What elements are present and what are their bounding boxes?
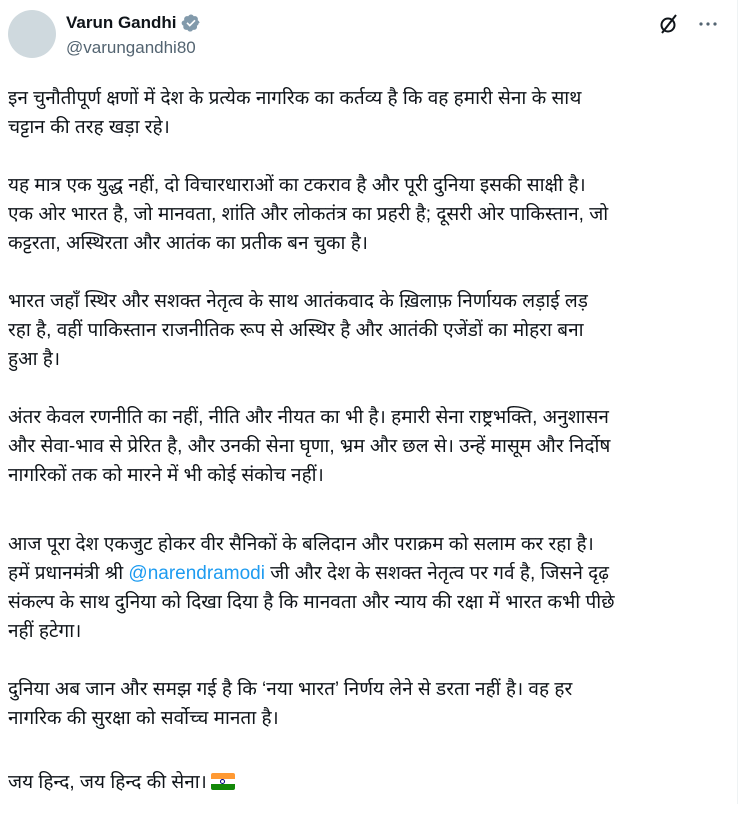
paragraph-6 bbox=[8, 675, 733, 733]
avatar[interactable] bbox=[8, 10, 56, 58]
india-flag-emoji bbox=[211, 773, 235, 790]
text-segment: हमें प्रधानमंत्री श्री bbox=[8, 563, 129, 584]
text-line: और सेवा-भाव से प्रेरित है, और उनकी सेना घृणा, भ्रम और छल से। उन्हें मासूम और निर्दोष bbox=[8, 436, 611, 457]
text-line-with-flag bbox=[8, 768, 733, 797]
text-line: अंतर केवल रणनीति का नहीं, नीति और नीयत का भी है। हमारी सेना राष्ट्रभक्ति, अनुशासन bbox=[8, 407, 609, 428]
text-line: हुआ है। bbox=[8, 349, 61, 370]
text-line: चट्टान की तरह खड़ा रहे। bbox=[8, 117, 170, 138]
verified-badge-icon bbox=[181, 13, 201, 33]
text-line bbox=[8, 559, 733, 588]
paragraph-4 bbox=[8, 403, 733, 490]
paragraph-7 bbox=[8, 768, 733, 797]
text-line: दुनिया अब जान और समझ गई है कि ‘नया भारत’ निर्णय लेने से डरता नहीं है। वह हर bbox=[8, 679, 573, 700]
text-line: नहीं हटेगा। bbox=[8, 621, 82, 642]
text-line: एक ओर भारत है, जो मानवता, शांति और लोकतंत्र का प्रहरी है; दूसरी ओर पाकिस्तान, जो bbox=[8, 204, 609, 225]
text-line: नागरिक की सुरक्षा को सर्वोच्च मानता है। bbox=[8, 708, 279, 729]
text-line: यह मात्र एक युद्ध नहीं, दो विचारधाराओं का टकराव है और पूरी दुनिया इसकी साक्षी है। bbox=[8, 175, 586, 196]
paragraph-1 bbox=[8, 84, 733, 142]
column-divider bbox=[737, 0, 738, 804]
text-line: रहा है, वहीं पाकिस्तान राजनीतिक रूप से अस्थिर है और आतंकी एजेंडों का मोहरा बना bbox=[8, 320, 584, 341]
text-line: इन चुनौतीपूर्ण क्षणों में देश के प्रत्येक नागरिक का कर्तव्य है कि वह हमारी सेना के साथ bbox=[8, 88, 582, 109]
author-name[interactable]: Varun Gandhi bbox=[66, 13, 177, 32]
grok-icon[interactable] bbox=[657, 12, 681, 36]
paragraph-3 bbox=[8, 287, 733, 374]
more-options-icon[interactable] bbox=[696, 12, 720, 36]
paragraph-2 bbox=[8, 171, 733, 258]
tweet-text bbox=[8, 84, 733, 826]
text-line: कट्टरता, अस्थिरता और आतंक का प्रतीक बन चुका है। bbox=[8, 233, 369, 254]
text-line: भारत जहाँ स्थिर और सशक्त नेतृत्व के साथ आतंकवाद के ख़िलाफ़ निर्णायक लड़ाई लड़ bbox=[8, 291, 588, 312]
text-segment: जय हिन्द, जय हिन्द की सेना। bbox=[8, 772, 207, 793]
author-handle[interactable]: @varungandhi80 bbox=[66, 38, 196, 57]
text-segment: जी और देश के सशक्त नेतृत्व पर गर्व है, जिसने दृढ़ bbox=[264, 563, 609, 584]
mention-link[interactable]: @narendramodi bbox=[128, 563, 265, 584]
text-line: नागरिकों तक को मारने में भी कोई संकोच नहीं। bbox=[8, 465, 324, 486]
author-name-row[interactable] bbox=[66, 13, 201, 33]
text-line: आज पूरा देश एकजुट होकर वीर सैनिकों के बलिदान और पराक्रम को सलाम कर रहा है। bbox=[8, 534, 594, 555]
text-line: संकल्प के साथ दुनिया को दिखा दिया है कि मानवता और न्याय की रक्षा में भारत कभी पीछे bbox=[8, 592, 615, 613]
paragraph-5 bbox=[8, 530, 733, 646]
